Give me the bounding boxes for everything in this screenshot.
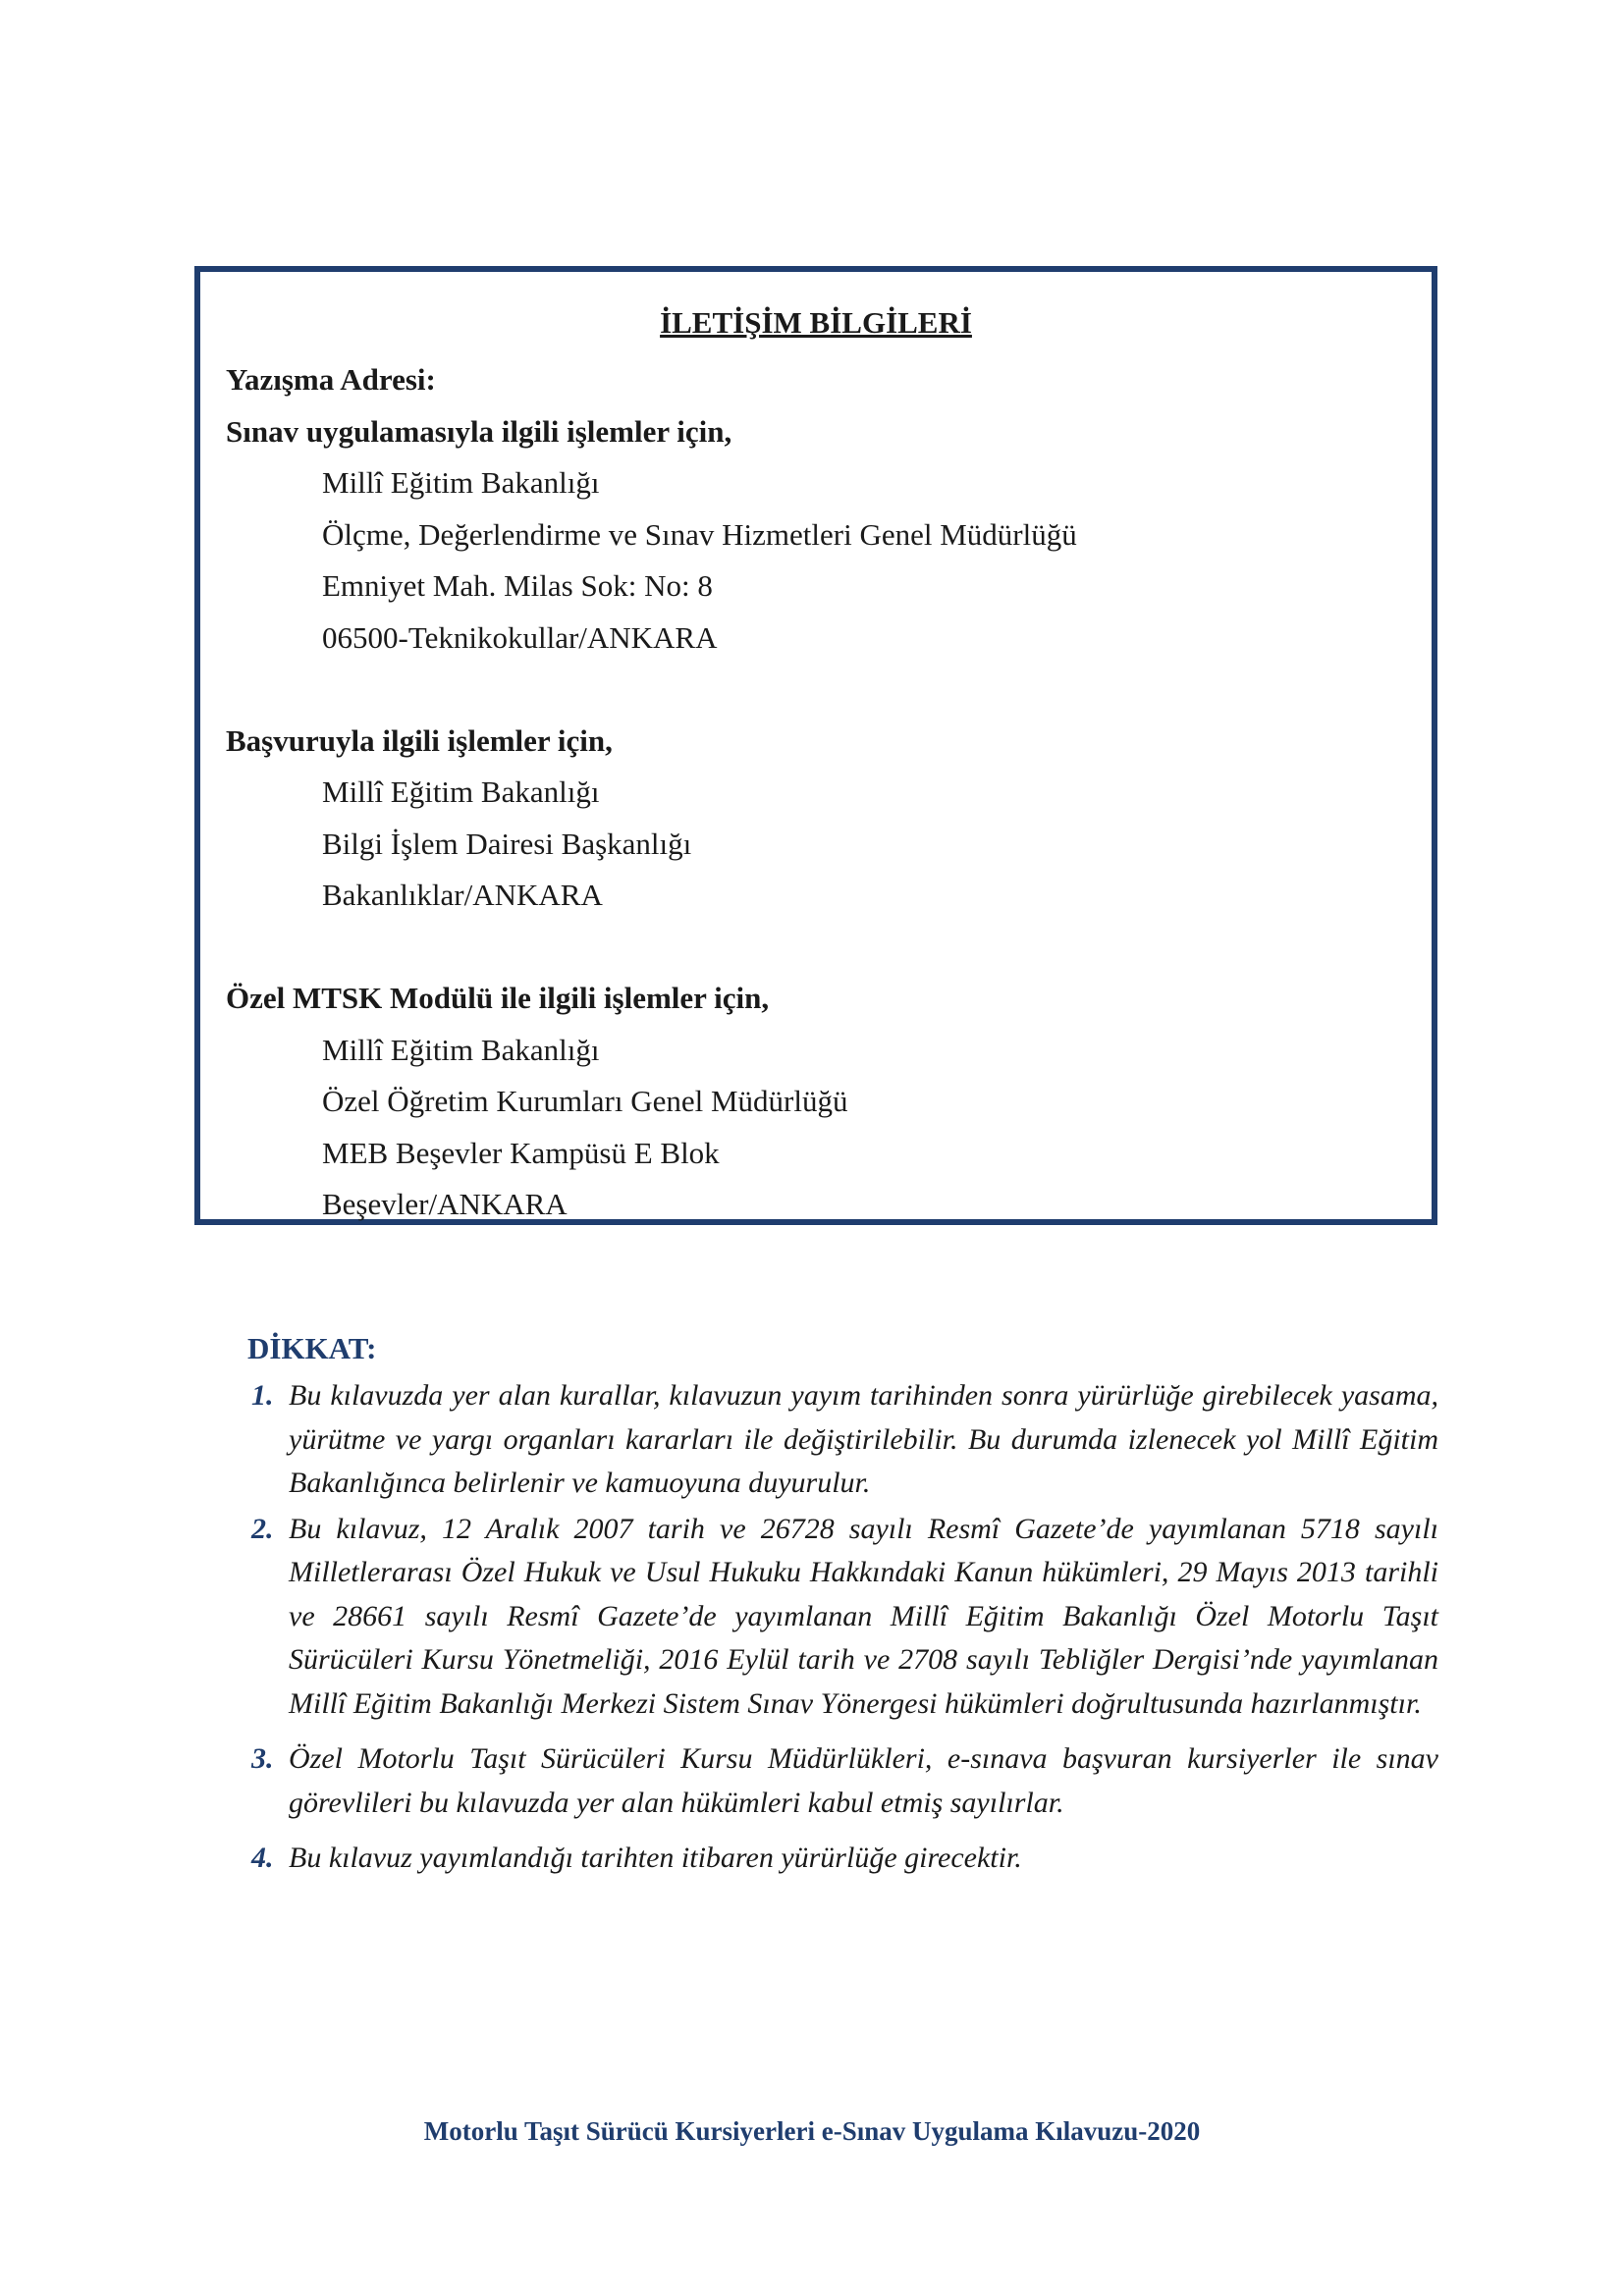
notice-section (247, 1327, 1438, 1881)
address-heading: Yazışma Adresi: (226, 362, 436, 397)
notice-item (247, 1508, 1438, 1727)
contact-info-box (194, 266, 1437, 1225)
section-heading-application: Başvuruyla ilgili işlemler için, (226, 722, 613, 758)
address-line: Özel Öğretim Kurumları Genel Müdürlüğü (322, 1084, 848, 1118)
notice-item-text: Özel Motorlu Taşıt Sürücüleri Kursu Müdürlükleri, e-sınava başvuran kursiyerler ile sınav görevlileri bu kılavuzda yer alan hükümleri kabul etmiş sayılırlar. (289, 1742, 1438, 1819)
address-line: MEB Beşevler Kampüsü E Blok (322, 1135, 720, 1170)
notice-item-number: 3. (251, 1742, 274, 1775)
address-line: Millî Eğitim Bakanlığı (322, 465, 600, 500)
page-footer: Motorlu Taşıt Sürücü Kursiyerleri e-Sınav Uygulama Kılavuzu-2020 (423, 2116, 1201, 2146)
notice-item-text: Bu kılavuz yayımlandığı tarihten itibaren yürürlüğe girecektir. (289, 1842, 1022, 1874)
address-line: Bilgi İşlem Dairesi Başkanlığı (322, 826, 692, 861)
notice-item (247, 1737, 1438, 1825)
contact-title: İLETİŞİM BİLGİLERİ (660, 305, 972, 340)
notice-item-number: 1. (251, 1379, 274, 1412)
section-heading-exam: Sınav uygulamasıyla ilgili işlemler için, (226, 413, 732, 449)
address-line: Bakanlıklar/ANKARA (322, 878, 603, 912)
notice-title: DİKKAT: (247, 1331, 377, 1365)
notice-item (247, 1374, 1438, 1506)
address-line: 06500-Teknikokullar/ANKARA (322, 619, 718, 655)
address-line: Millî Eğitim Bakanlığı (322, 1032, 600, 1067)
address-line: Emniyet Mah. Milas Sok: No: 8 (322, 568, 713, 603)
section-heading-mtsk: Özel MTSK Modülü ile ilgili işlemler için, (226, 981, 770, 1015)
address-line: Millî Eğitim Bakanlığı (322, 774, 600, 809)
notice-item-number: 4. (251, 1842, 274, 1874)
notice-item-text: Bu kılavuzda yer alan kurallar, kılavuzun yayım tarihinden sonra yürürlüğe girebilecek yasama, yürütme ve yargı organları kararları ile değiştirilebilir. Bu durumda izlenecek yol Millî Eğitim Bakanlığınca belirlenir ve kamuoyuna duyurulur. (289, 1379, 1438, 1499)
address-line: Ölçme, Değerlendirme ve Sınav Hizmetleri Genel Müdürlüğü (322, 516, 1077, 552)
notice-list (247, 1374, 1438, 1881)
address-line: Beşevler/ANKARA (322, 1187, 568, 1221)
notice-item (247, 1837, 1438, 1881)
section-spacer (226, 664, 1432, 716)
section-spacer (226, 922, 1432, 974)
notice-item-number: 2. (251, 1512, 274, 1545)
notice-item-text: Bu kılavuz, 12 Aralık 2007 tarih ve 26728 sayılı Resmî Gazete’de yayımlanan 5718 sayılı Milletlerarası Özel Hukuk ve Usul Hukuku Hakkındaki Kanun hükümleri, 29 Mayıs 2013 tarihli ve 28661 sayılı Resmî Gazete’de yayımlanan Millî Eğitim Bakanlığı Özel Motorlu Taşıt Sürücüleri Kursu Yönetmeliği, 2016 Eylül tarih ve 2708 sayılı Tebliğler Dergisi’nde yayımlanan Millî Eğitim Bakanlığı Merkezi Sistem Sınav Yönergesi hükümleri doğrultusunda hazırlanmıştır. (289, 1512, 1438, 1720)
